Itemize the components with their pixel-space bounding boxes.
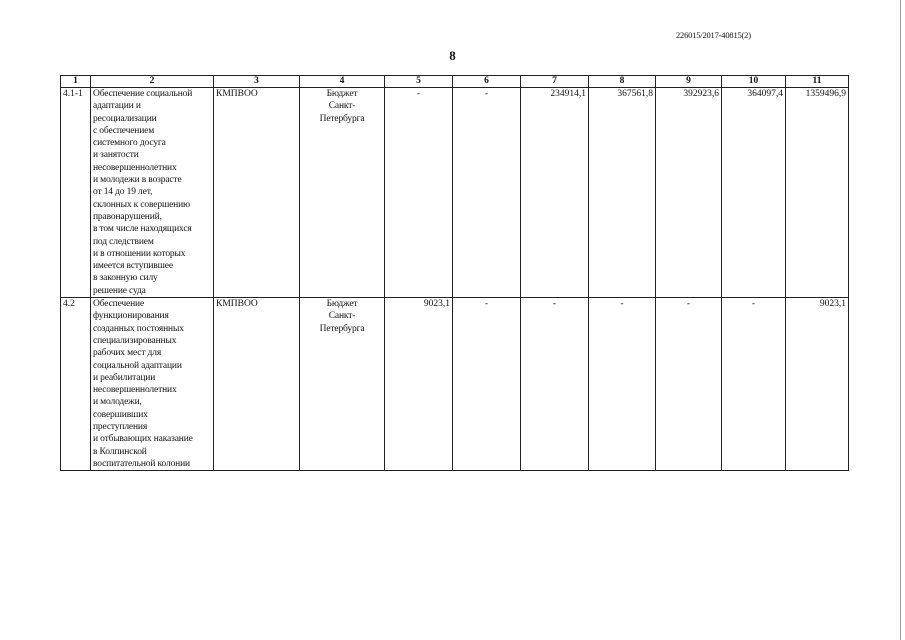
- value-cell-9: -: [656, 298, 722, 471]
- value-cell-8: -: [589, 298, 656, 471]
- table-header-row: [61, 76, 849, 88]
- column-header-7: 7: [521, 76, 589, 88]
- funding-source-cell: Бюджет Санкт- Петербурга: [300, 88, 385, 298]
- table-row: [61, 88, 849, 298]
- value-cell-10: 364097,4: [722, 88, 786, 298]
- page-edge-line: [900, 0, 901, 640]
- description-cell: Обеспечение социальной адаптации и ресоциализации с обеспечением системного досуга и занятости несовершеннолетних и молодежи в возрасте от 14 до 19 лет, склонных к совершению правонарушений, в том числе находящихся под следствием и в отношении которых имеется вступившее в законную силу решение суда: [91, 88, 214, 298]
- value-cell-5: 9023,1: [385, 298, 453, 471]
- value-cell-10: -: [722, 298, 786, 471]
- row-number-cell: 4.2: [61, 298, 91, 471]
- total-cell: 9023,1: [786, 298, 849, 471]
- data-table: [60, 75, 849, 471]
- total-cell: 1359496,9: [786, 88, 849, 298]
- value-cell-7: -: [521, 298, 589, 471]
- column-header-8: 8: [589, 76, 656, 88]
- executor-cell: КМПВОО: [214, 298, 300, 471]
- column-header-1: 1: [61, 76, 91, 88]
- value-cell-6: -: [453, 88, 521, 298]
- page-number: 8: [449, 48, 456, 63]
- column-header-2: 2: [91, 76, 214, 88]
- table-row: [61, 298, 849, 471]
- value-cell-6: -: [453, 298, 521, 471]
- column-header-4: 4: [300, 76, 385, 88]
- value-cell-5: -: [385, 88, 453, 298]
- column-header-10: 10: [722, 76, 786, 88]
- value-cell-7: 234914,1: [521, 88, 589, 298]
- column-header-3: 3: [214, 76, 300, 88]
- column-header-6: 6: [453, 76, 521, 88]
- column-header-11: 11: [786, 76, 849, 88]
- column-header-5: 5: [385, 76, 453, 88]
- value-cell-9: 392923,6: [656, 88, 722, 298]
- document-number: 226015/2017-40815(2): [676, 30, 751, 40]
- value-cell-8: 367561,8: [589, 88, 656, 298]
- funding-source-cell: Бюджет Санкт- Петербурга: [300, 298, 385, 471]
- description-cell: Обеспечение функционирования созданных постоянных специализированных рабочих мест для социальной адаптации и реабилитации несовершеннолетних и молодежи, совершивших преступления и отбывающих наказание в Колпинской воспитательной колонии: [91, 298, 214, 471]
- executor-cell: КМПВОО: [214, 88, 300, 298]
- row-number-cell: 4.1-1: [61, 88, 91, 298]
- column-header-9: 9: [656, 76, 722, 88]
